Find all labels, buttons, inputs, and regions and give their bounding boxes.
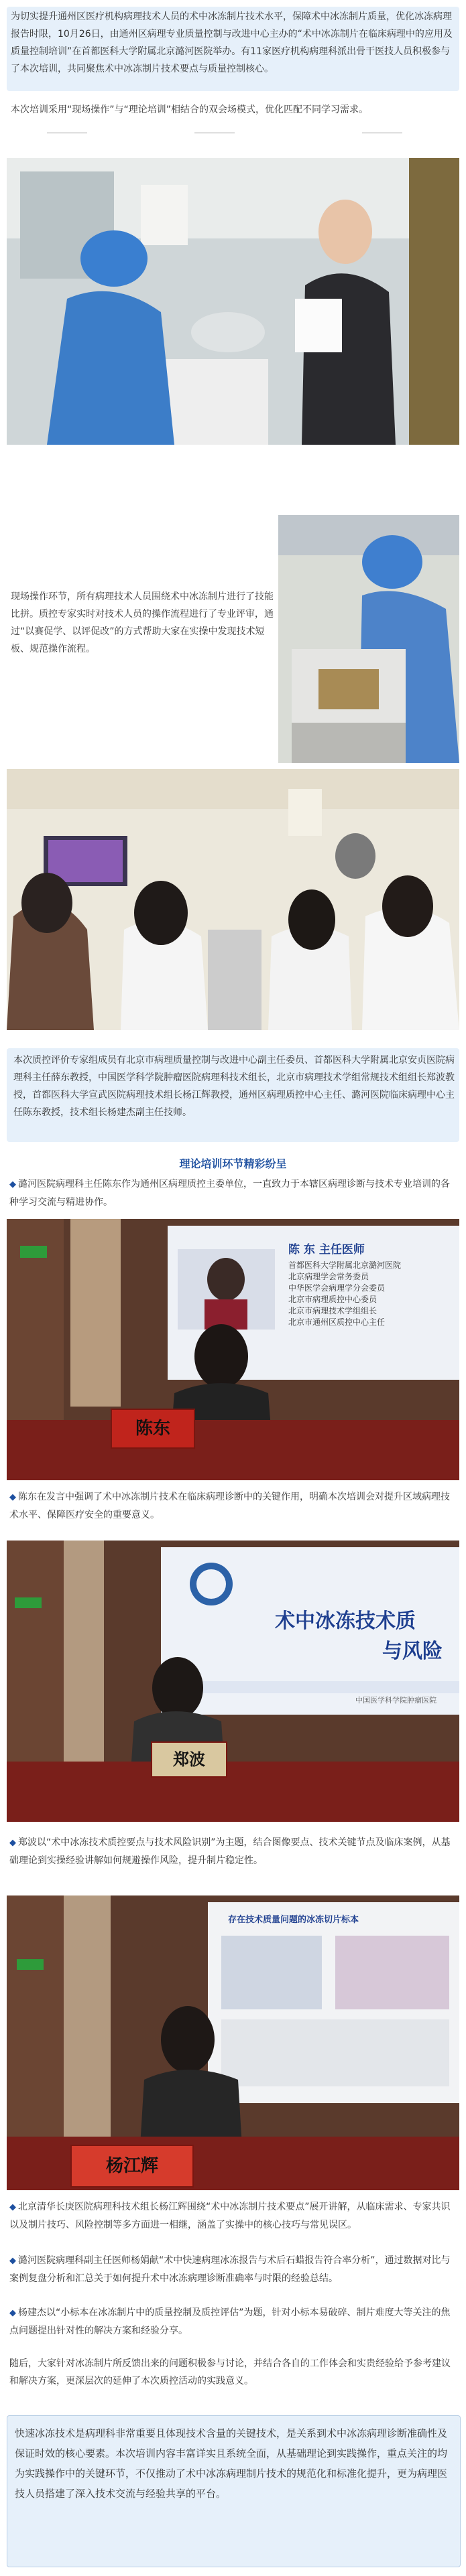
bullet-icon: ◆ <box>9 1492 16 1502</box>
photo-speaker-chen-dong <box>7 1219 459 1480</box>
photo-speaker-zheng-bo <box>7 1541 459 1822</box>
slide3-title: 存在技术质量问题的冰冻切片标本 <box>228 1915 359 1925</box>
bullet-icon: ◆ <box>9 1179 16 1190</box>
bullet-icon: ◆ <box>9 1838 16 1848</box>
theory-section-title: 理论培训环节精彩纷呈 <box>179 1157 287 1170</box>
training-mode-paragraph: 本次培训采用“现场操作”与“理论培训”相结合的双会场模式，优化匹配不同学习需求。 <box>11 104 369 115</box>
photo-cryostat-closeup <box>278 515 459 763</box>
bullet-icon: ◆ <box>9 2308 16 2318</box>
caption-yang-jianjie <box>9 2304 456 2340</box>
caption-yang-juan-text: 潞河医院病理科副主任医师杨娟献“术中快速病理冰冻报告与术后石蜡报告符合率分析”，通过数据对比与案例复盘分析和汇总关于如何提升术中冰冻病理诊断准确率与时限的经验总结。 <box>9 2255 451 2284</box>
bullet-icon: ◆ <box>9 2202 16 2212</box>
caption-chen-dong <box>9 1488 456 1524</box>
name-plate-chen-dong: 陈东 <box>111 1409 195 1449</box>
caption-yang-jianghui <box>9 2198 456 2234</box>
slide1-line: 北京市通州区质控中心主任 <box>288 1317 386 1327</box>
slide2-footer: 中国医学科学院肿瘤医院 <box>355 1696 436 1705</box>
experts-paragraph: 本次质控评价专家组成员有北京市病理质量控制与改进中心副主任委员、首都医科大学附属北京安贞医院病理科主任薛东教授，中国医学科学院肿瘤医院病理科技术组长，北京市病理技术学组常规技术组组长郑波教授，首都医科大学宣武医院病理技术组长杨江辉教授，通州区病理质控中心主任、潞河医院临床病理中心主任陈东教授，技术组长杨建杰副主任技师。 <box>13 1055 455 1118</box>
slide1-line: 中华医学会病理学分会委员 <box>288 1283 386 1293</box>
caption-chen-dong-text: 陈东在发言中强调了术中冰冻制片技术在临床病理诊断中的关键作用，明确本次培训会对提升区域病理技术水平、保障医疗安全的重要意义。 <box>9 1492 450 1520</box>
discussion-paragraph: 随后，大家针对冰冻制片所反馈出来的问题积极参与讨论，并结合各自的工作体会和实贵经验给予参考建议和解决方案，更深层次的延伸了本次质控活动的实践意义。 <box>9 2358 451 2386</box>
caption-zheng-bo <box>9 1834 456 1869</box>
practice-paragraph: 现场操作环节，所有病理技术人员围绕术中冰冻制片进行了技能比拼。质控专家实时对技术人员的操作流程进行了专业评审，通过“以赛促学、以评促改”的方式帮助大家在实操中发现技术短板、规范操作流程。 <box>11 591 274 654</box>
slide1-line: 北京病理学会常务委员 <box>288 1272 369 1281</box>
caption-yang-jianghui-text: 北京清华长庚医院病理科技术组长杨江辉围绕“术中冰冻制片技术要点”展开讲解，从临床需求、专家共识以及制片技巧、风险控制等多方面进一相继，涵盖了实操中的核心技巧与常见误区。 <box>9 2202 451 2230</box>
slide2-title-line1: 术中冰冻技术质 <box>275 1609 416 1633</box>
slide1-line: 首都医科大学附属北京潞河医院 <box>288 1261 402 1270</box>
caption-yang-juan <box>9 2252 456 2287</box>
slide1-line: 北京市病理技术学组组长 <box>288 1306 377 1315</box>
photo-speaker-yang-jianghui <box>7 1895 459 2190</box>
theory-intro-text: 潞河医院病理科主任陈东作为通州区病理质控主委单位，一直致力于本辖区病理诊断与技术专业培训的各种学习交流与精进协作。 <box>9 1179 450 1208</box>
slide1-content <box>288 1244 456 1328</box>
caption-yang-jianjie-text: 杨建杰以“小标本在冰冻制片中的质量控制及质控评估”为题，针对小标本易破碎、制片难度大等关注的焦点问题提出针对性的解决方案和经验分享。 <box>9 2307 451 2336</box>
bullet-icon: ◆ <box>9 2256 16 2266</box>
slide1-name: 陈 东 主任医师 <box>288 1243 365 1257</box>
slide2-title-line2: 与风险 <box>382 1640 443 1663</box>
photo-microscope-evaluation <box>7 769 459 1030</box>
name-plate-zheng-bo: 郑波 <box>151 1741 227 1778</box>
theory-intro-paragraph <box>9 1175 456 1211</box>
intro-paragraph: 为切实提升通州区医疗机构病理技术人员的术中冰冻制片技术水平，保障术中冰冻制片质量，优化冰冻病理报告时限，10月26日，由通州区病理专业质量控制与改进中心主办的“术中冰冻制片在临床病理中的应用及质量控制培训”在首都医科大学附属北京潞河医院举办。有11家医疗机构病理科派出骨干医技人员积极参与了本次培训，共同聚焦术中冰冻制片技术要点与质量控制核心。 <box>11 11 453 74</box>
name-plate-yang-jianghui: 杨江辉 <box>70 2145 194 2188</box>
caption-zheng-bo-text: 郑波以“术中冰冻技术质控要点与技术风险识别”为主题，结合图像要点、技术关键节点及临床案例，从基础理论到实操经验讲解如何规避操作风险，提升制片稳定性。 <box>9 1837 451 1866</box>
slide1-line: 北京市病理质控中心委员 <box>288 1295 377 1304</box>
summary-paragraph: 快速冰冻技术是病理科非常重要且体现技术含量的关键技术，是关系到术中冰冻病理诊断准确性及保证时效的核心要素。本次培训内容丰富详实且系统全面，从基础理论到实践操作，重点关注的均为实践操作中的关键环节，不仅推动了术中冰冻病理制片技术的规范化和标准化提升，更为病理医技人员搭建了深入技术交流与经验共享的平台。 <box>15 2427 448 2500</box>
photo-cryostat-operation <box>7 158 459 445</box>
